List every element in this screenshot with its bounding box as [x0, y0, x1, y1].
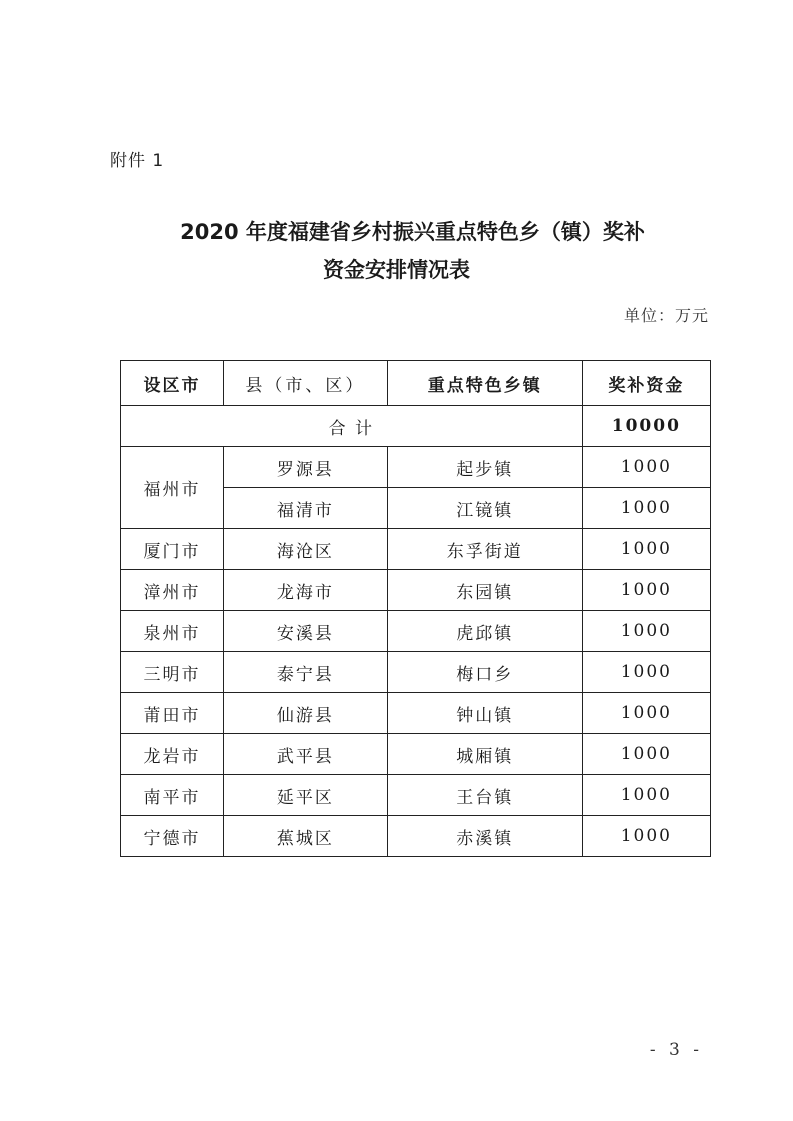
cell-county: 龙海市	[224, 570, 388, 611]
cell-amount: 1000	[582, 570, 710, 611]
cell-amount: 1000	[582, 652, 710, 693]
cell-city: 漳州市	[121, 570, 224, 611]
cell-city: 三明市	[121, 652, 224, 693]
header-county: 县（市、区）	[224, 361, 388, 406]
attachment-label: 附件 1	[110, 151, 165, 171]
table-row	[121, 816, 711, 857]
unit-label: 单位：万元	[623, 306, 709, 325]
cell-county: 仙游县	[224, 693, 388, 734]
cell-amount: 1000	[582, 611, 710, 652]
cell-town: 赤溪镇	[387, 816, 582, 857]
total-label: 合 计	[121, 406, 583, 447]
cell-city: 南平市	[121, 775, 224, 816]
cell-town: 钟山镇	[387, 693, 582, 734]
cell-town: 王台镇	[387, 775, 582, 816]
cell-amount: 1000	[582, 816, 710, 857]
header-amount: 奖补资金	[582, 361, 710, 406]
cell-amount: 1000	[582, 529, 710, 570]
cell-county: 福清市	[224, 488, 388, 529]
cell-county: 蕉城区	[224, 816, 388, 857]
table-row	[121, 775, 711, 816]
table-row	[121, 611, 711, 652]
document-title-line-2: 资金安排情况表	[323, 258, 470, 282]
total-value: 10000	[582, 406, 710, 447]
cell-town: 江镜镇	[387, 488, 582, 529]
cell-town: 城厢镇	[387, 734, 582, 775]
cell-town: 东孚街道	[387, 529, 582, 570]
page-number: - 3 -	[649, 1040, 703, 1060]
cell-city: 福州市	[121, 447, 224, 529]
cell-town: 梅口乡	[387, 652, 582, 693]
cell-county: 武平县	[224, 734, 388, 775]
cell-county: 罗源县	[224, 447, 388, 488]
cell-town: 虎邱镇	[387, 611, 582, 652]
cell-city: 龙岩市	[121, 734, 224, 775]
cell-city: 厦门市	[121, 529, 224, 570]
table-row	[121, 734, 711, 775]
cell-county: 安溪县	[224, 611, 388, 652]
header-city: 设区市	[121, 361, 224, 406]
document-title-line-1: 2020 年度福建省乡村振兴重点特色乡（镇）奖补	[180, 220, 645, 244]
cell-county: 延平区	[224, 775, 388, 816]
cell-amount: 1000	[582, 447, 710, 488]
header-town: 重点特色乡镇	[387, 361, 582, 406]
cell-town: 东园镇	[387, 570, 582, 611]
cell-amount: 1000	[582, 488, 710, 529]
cell-county: 泰宁县	[224, 652, 388, 693]
table-row	[121, 447, 711, 488]
cell-city: 莆田市	[121, 693, 224, 734]
table-row	[121, 570, 711, 611]
cell-amount: 1000	[582, 775, 710, 816]
table-header-row	[121, 361, 711, 406]
total-row	[121, 406, 711, 447]
table-row	[121, 529, 711, 570]
funding-table	[120, 360, 711, 857]
cell-amount: 1000	[582, 693, 710, 734]
table-row	[121, 652, 711, 693]
cell-town: 起步镇	[387, 447, 582, 488]
table-row	[121, 693, 711, 734]
cell-county: 海沧区	[224, 529, 388, 570]
cell-amount: 1000	[582, 734, 710, 775]
cell-city: 泉州市	[121, 611, 224, 652]
cell-city: 宁德市	[121, 816, 224, 857]
